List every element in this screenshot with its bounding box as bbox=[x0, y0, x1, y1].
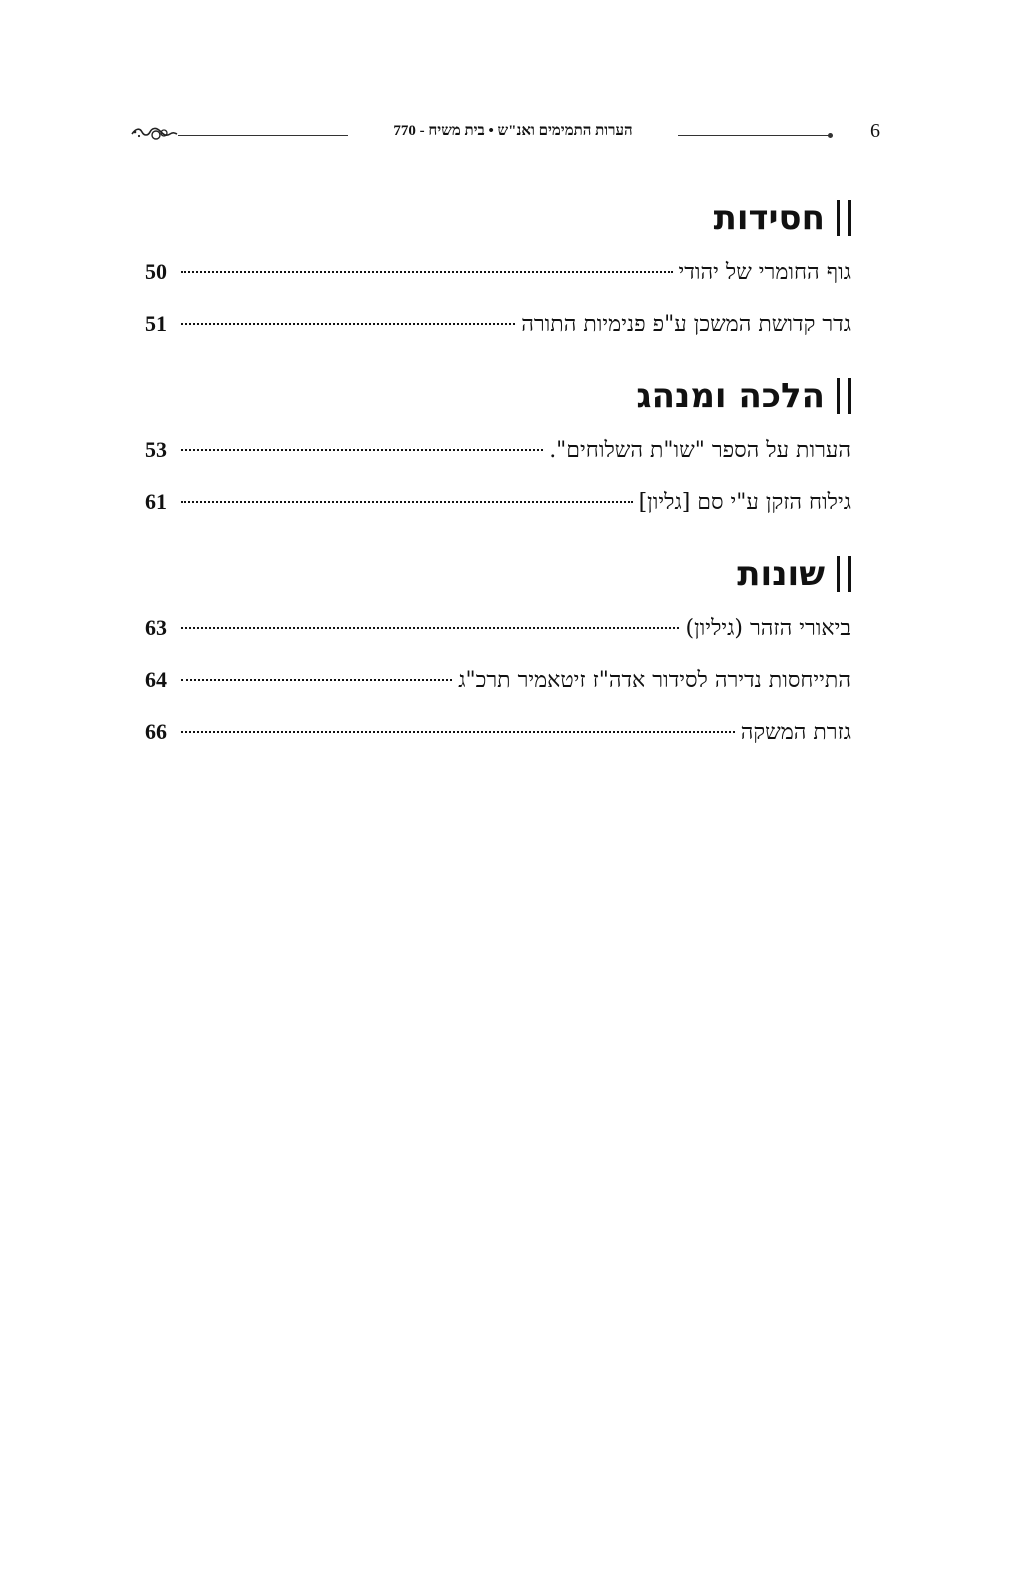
toc-entry-page: 50 bbox=[145, 259, 167, 284]
toc-entry[interactable] bbox=[145, 706, 851, 758]
dot-leader bbox=[181, 271, 673, 273]
dot-leader bbox=[181, 501, 633, 503]
double-bar-icon bbox=[837, 556, 851, 592]
toc-entry-title: גילוח הזקן ע"י סם [גליון] bbox=[638, 490, 851, 515]
toc-entry-title: התייחסות נדירה לסידור אדה"ז זיטאמיר תרכ"ג bbox=[458, 668, 851, 693]
double-bar-icon bbox=[837, 378, 851, 414]
toc-entry-page: 53 bbox=[145, 437, 167, 462]
dot-leader bbox=[181, 731, 735, 733]
toc-entry-page: 51 bbox=[145, 311, 167, 336]
toc-section bbox=[145, 546, 851, 758]
toc-entry[interactable] bbox=[145, 654, 851, 706]
toc-section bbox=[145, 368, 851, 528]
toc-entry-title: גזרת המשקה bbox=[740, 720, 851, 745]
toc-entry-page: 63 bbox=[145, 615, 167, 640]
dot-leader bbox=[181, 627, 679, 629]
dot-leader bbox=[181, 679, 452, 681]
page-number: 6 bbox=[870, 120, 880, 142]
toc-entry[interactable] bbox=[145, 424, 851, 476]
section-heading bbox=[145, 546, 851, 602]
toc-entry[interactable] bbox=[145, 246, 851, 298]
toc-entry-title: גדר קדושת המשכן ע"פ פנימיות התורה bbox=[521, 312, 851, 337]
header-rule-left bbox=[178, 135, 348, 136]
table-of-contents bbox=[145, 190, 851, 776]
toc-section bbox=[145, 190, 851, 350]
section-heading-text: שונות bbox=[737, 554, 825, 594]
section-heading-text: חסידות bbox=[713, 198, 825, 238]
running-header bbox=[130, 120, 880, 150]
dot-leader bbox=[181, 323, 515, 325]
toc-entry[interactable] bbox=[145, 602, 851, 654]
dot-leader bbox=[181, 449, 543, 451]
toc-entry-page: 61 bbox=[145, 489, 167, 514]
section-heading bbox=[145, 368, 851, 424]
header-rule-right bbox=[678, 135, 830, 136]
toc-entry-title: הערות על הספר "שו"ת השלוחים". bbox=[549, 438, 851, 463]
section-heading bbox=[145, 190, 851, 246]
toc-entry[interactable] bbox=[145, 476, 851, 528]
toc-entry-title: גוף החומרי של יהודי bbox=[678, 260, 851, 285]
flourish-ornament-icon bbox=[130, 122, 178, 146]
double-bar-icon bbox=[837, 200, 851, 236]
toc-entry-title: ביאורי הזהר (גיליון) bbox=[685, 616, 851, 641]
toc-entry-page: 66 bbox=[145, 719, 167, 744]
toc-entry-page: 64 bbox=[145, 667, 167, 692]
running-header-title: הערות התמימים ואנ"ש • בית משיח - 770 bbox=[393, 123, 633, 139]
toc-entry[interactable] bbox=[145, 298, 851, 350]
section-heading-text: הלכה ומנהג bbox=[636, 376, 825, 416]
